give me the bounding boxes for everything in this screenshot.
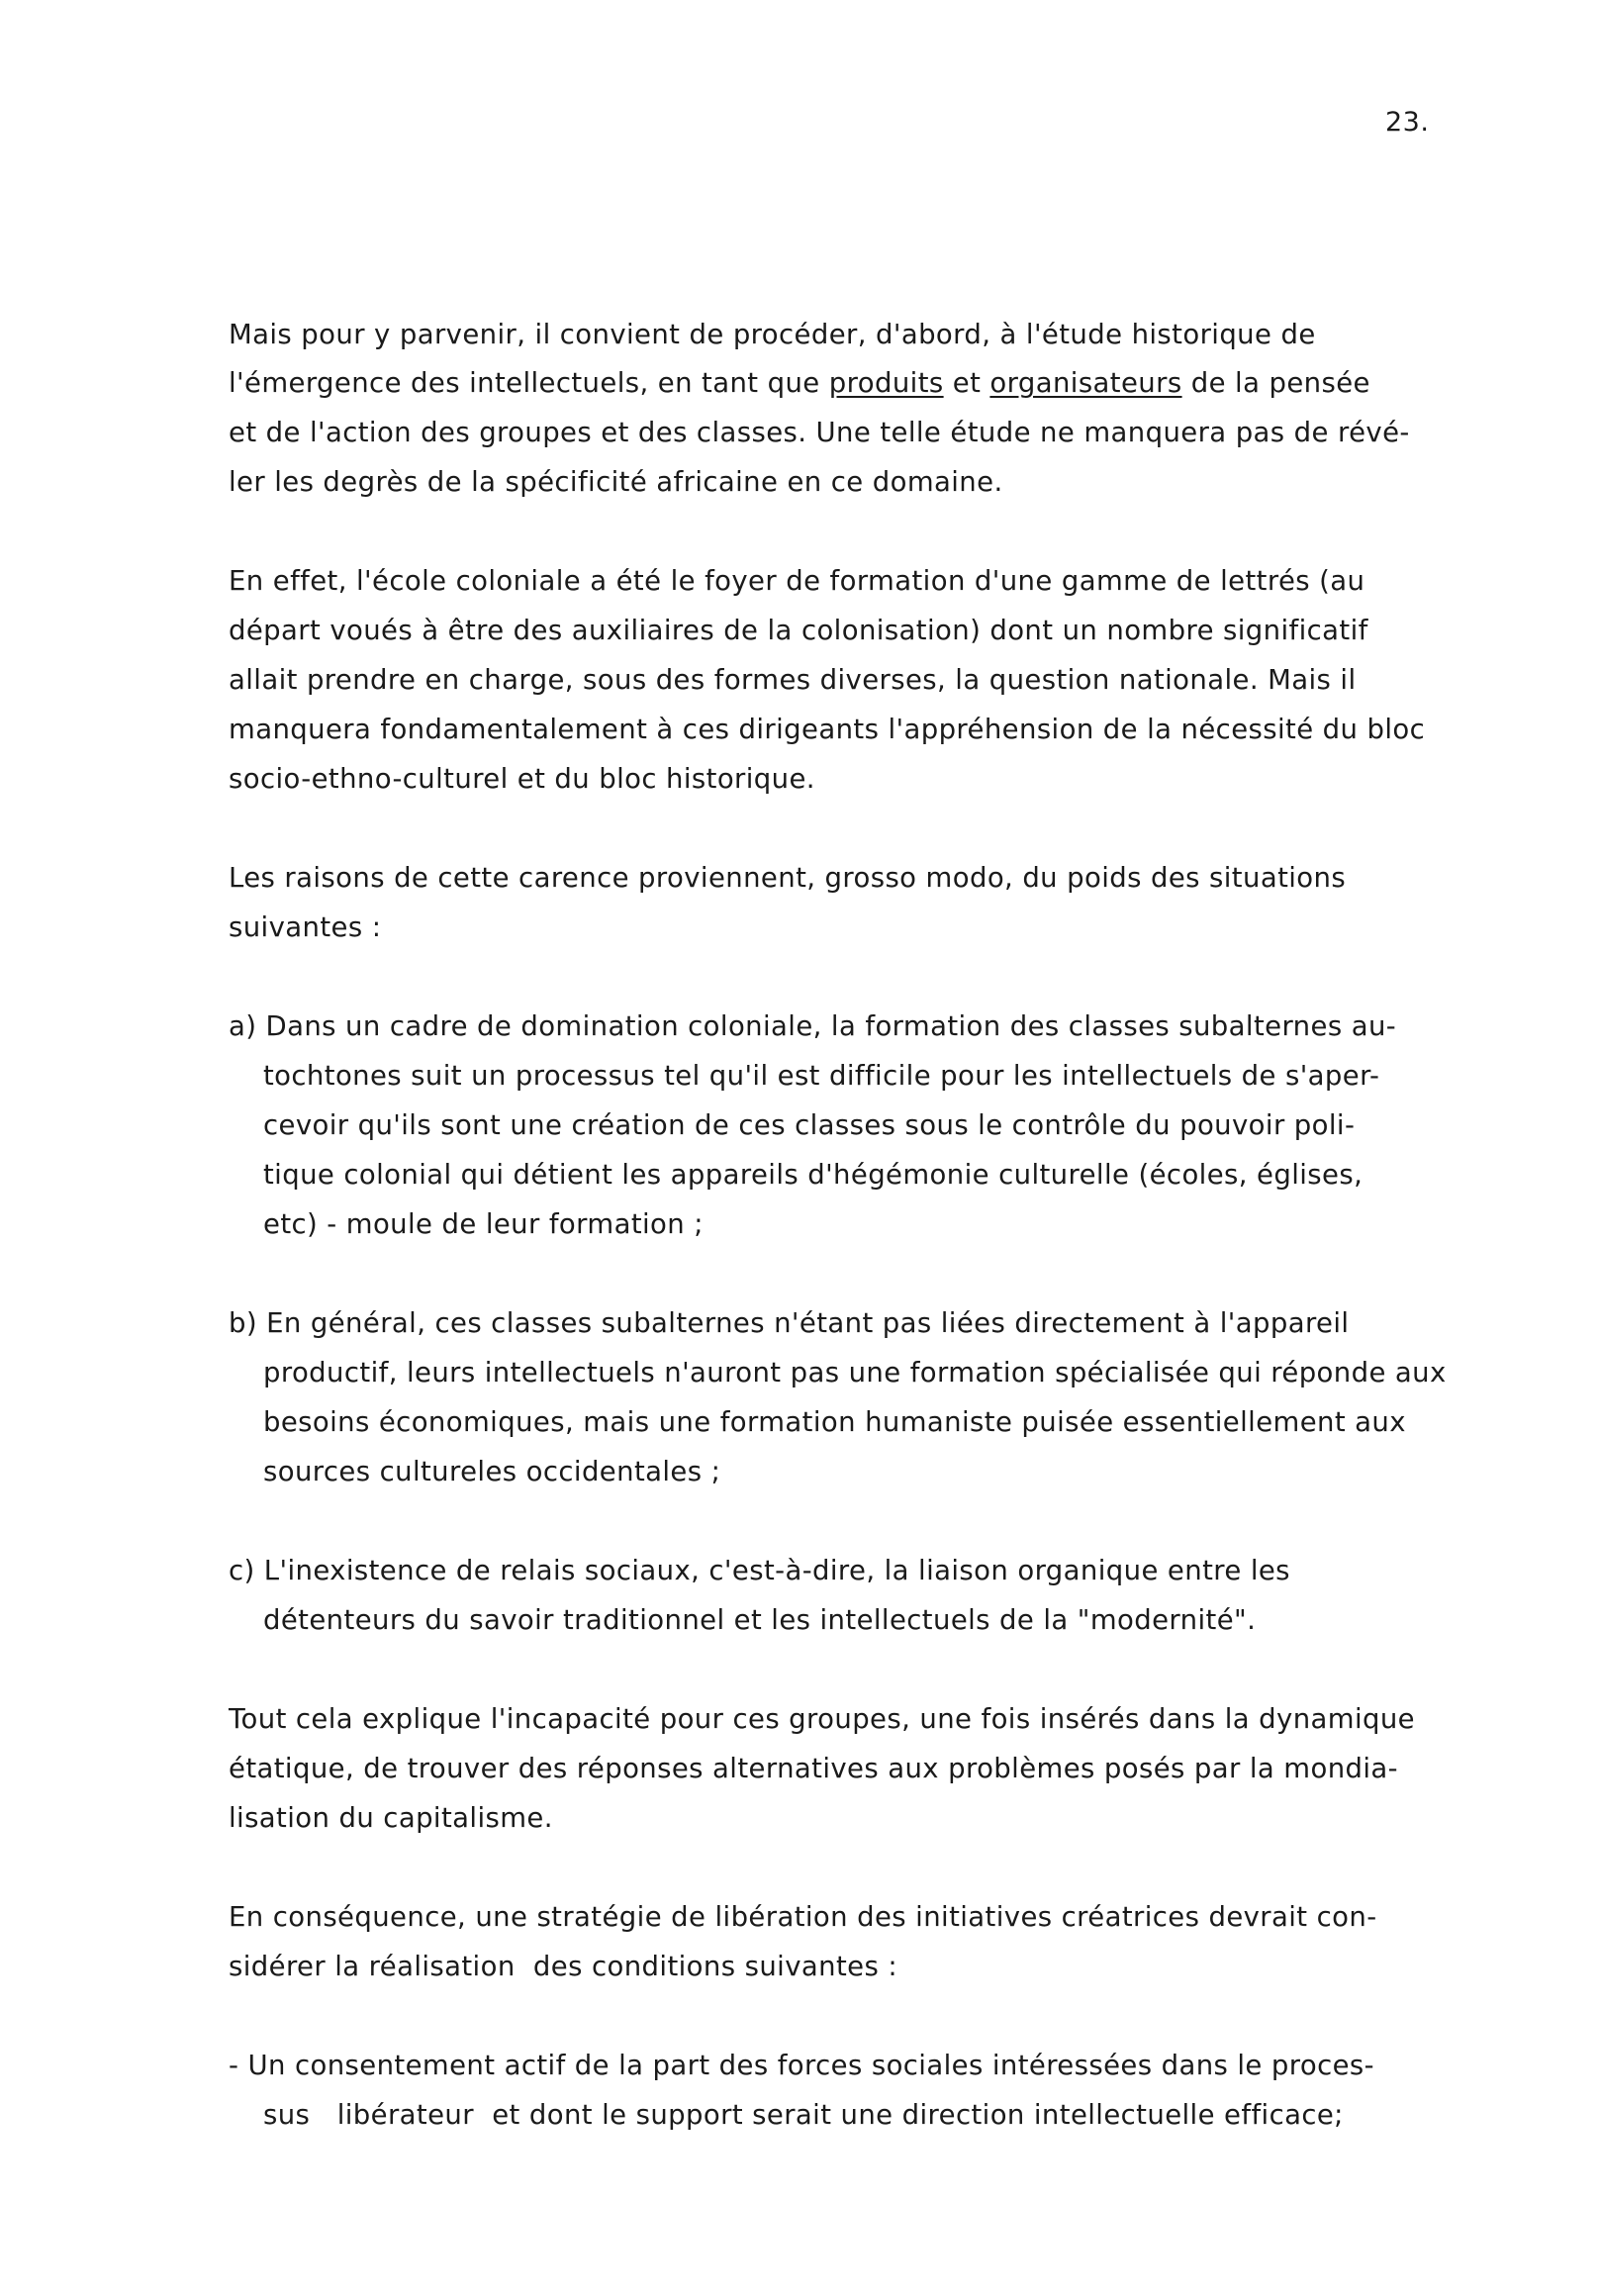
underlined-term-produits: produits	[828, 367, 944, 399]
text-line: sources cultureles occidentales ;	[263, 1456, 721, 1487]
text-line: départ voués à être des auxiliaires de la colonisation) dont un nombre significatif	[229, 615, 1368, 646]
text-line: besoins économiques, mais une formation humaniste puisée essentiellement aux	[263, 1406, 1406, 1438]
text-line: tique colonial qui détient les appareils d'hégémonie culturelle (écoles, églises,	[263, 1159, 1364, 1191]
text-line: Tout cela explique l'incapacité pour ces groupes, une fois insérés dans la dynamique	[229, 1703, 1416, 1735]
text-line: sus libérateur et dont le support serait une direction intellectuelle efficace;	[263, 2099, 1344, 2131]
page-number: 23.	[1385, 107, 1430, 138]
text-line: productif, leurs intellectuels n'auront pas une formation spécialisée qui réponde aux	[263, 1357, 1447, 1388]
text-line: - Un consentement actif de la part des forces sociales intéressées dans le proces-	[229, 2050, 1374, 2081]
text-line: Les raisons de cette carence proviennent, grosso modo, du poids des situations	[229, 862, 1347, 894]
text-segment: et	[943, 367, 990, 399]
text-line	[229, 367, 1370, 399]
text-line: manquera fondamentalement à ces dirigeants l'appréhension de la nécessité du bloc	[229, 714, 1426, 745]
text-line: Mais pour y parvenir, il convient de procéder, d'abord, à l'étude historique de	[229, 319, 1316, 350]
text-line: et de l'action des groupes et des classes. Une telle étude ne manquera pas de révé-	[229, 417, 1410, 448]
text-line: cevoir qu'ils sont une création de ces classes sous le contrôle du pouvoir poli-	[263, 1109, 1356, 1141]
text-line: etc) - moule de leur formation ;	[263, 1208, 704, 1240]
text-line: b) En général, ces classes subalternes n'étant pas liées directement à l'appareil	[229, 1307, 1350, 1339]
text-line: détenteurs du savoir traditionnel et les intellectuels de la "modernité".	[263, 1604, 1257, 1636]
text-line: sidérer la réalisation des conditions suivantes :	[229, 1951, 897, 1982]
text-line: lisation du capitalisme.	[229, 1802, 553, 1834]
text-line: c) L'inexistence de relais sociaux, c'est-à-dire, la liaison organique entre les	[229, 1555, 1290, 1586]
text-line: a) Dans un cadre de domination coloniale, la formation des classes subalternes au-	[229, 1010, 1397, 1042]
text-segment: de la pensée	[1181, 367, 1370, 399]
text-line: tochtones suit un processus tel qu'il est difficile pour les intellectuels de s'aper-	[263, 1060, 1380, 1092]
text-line: ler les degrès de la spécificité africaine en ce domaine.	[229, 466, 1003, 498]
text-line: En effet, l'école coloniale a été le foyer de formation d'une gamme de lettrés (au	[229, 565, 1365, 597]
text-line: suivantes :	[229, 911, 382, 943]
text-line: En conséquence, une stratégie de libération des initiatives créatrices devrait con-	[229, 1901, 1377, 1933]
text-line: étatique, de trouver des réponses alternatives aux problèmes posés par la mondia-	[229, 1753, 1399, 1784]
text-segment: l'émergence des intellectuels, en tant que	[229, 367, 829, 399]
underlined-term-organisateurs: organisateurs	[989, 367, 1182, 399]
text-line: allait prendre en charge, sous des formes diverses, la question nationale. Mais il	[229, 664, 1357, 696]
text-line: socio-ethno-culturel et du bloc historique.	[229, 763, 815, 795]
